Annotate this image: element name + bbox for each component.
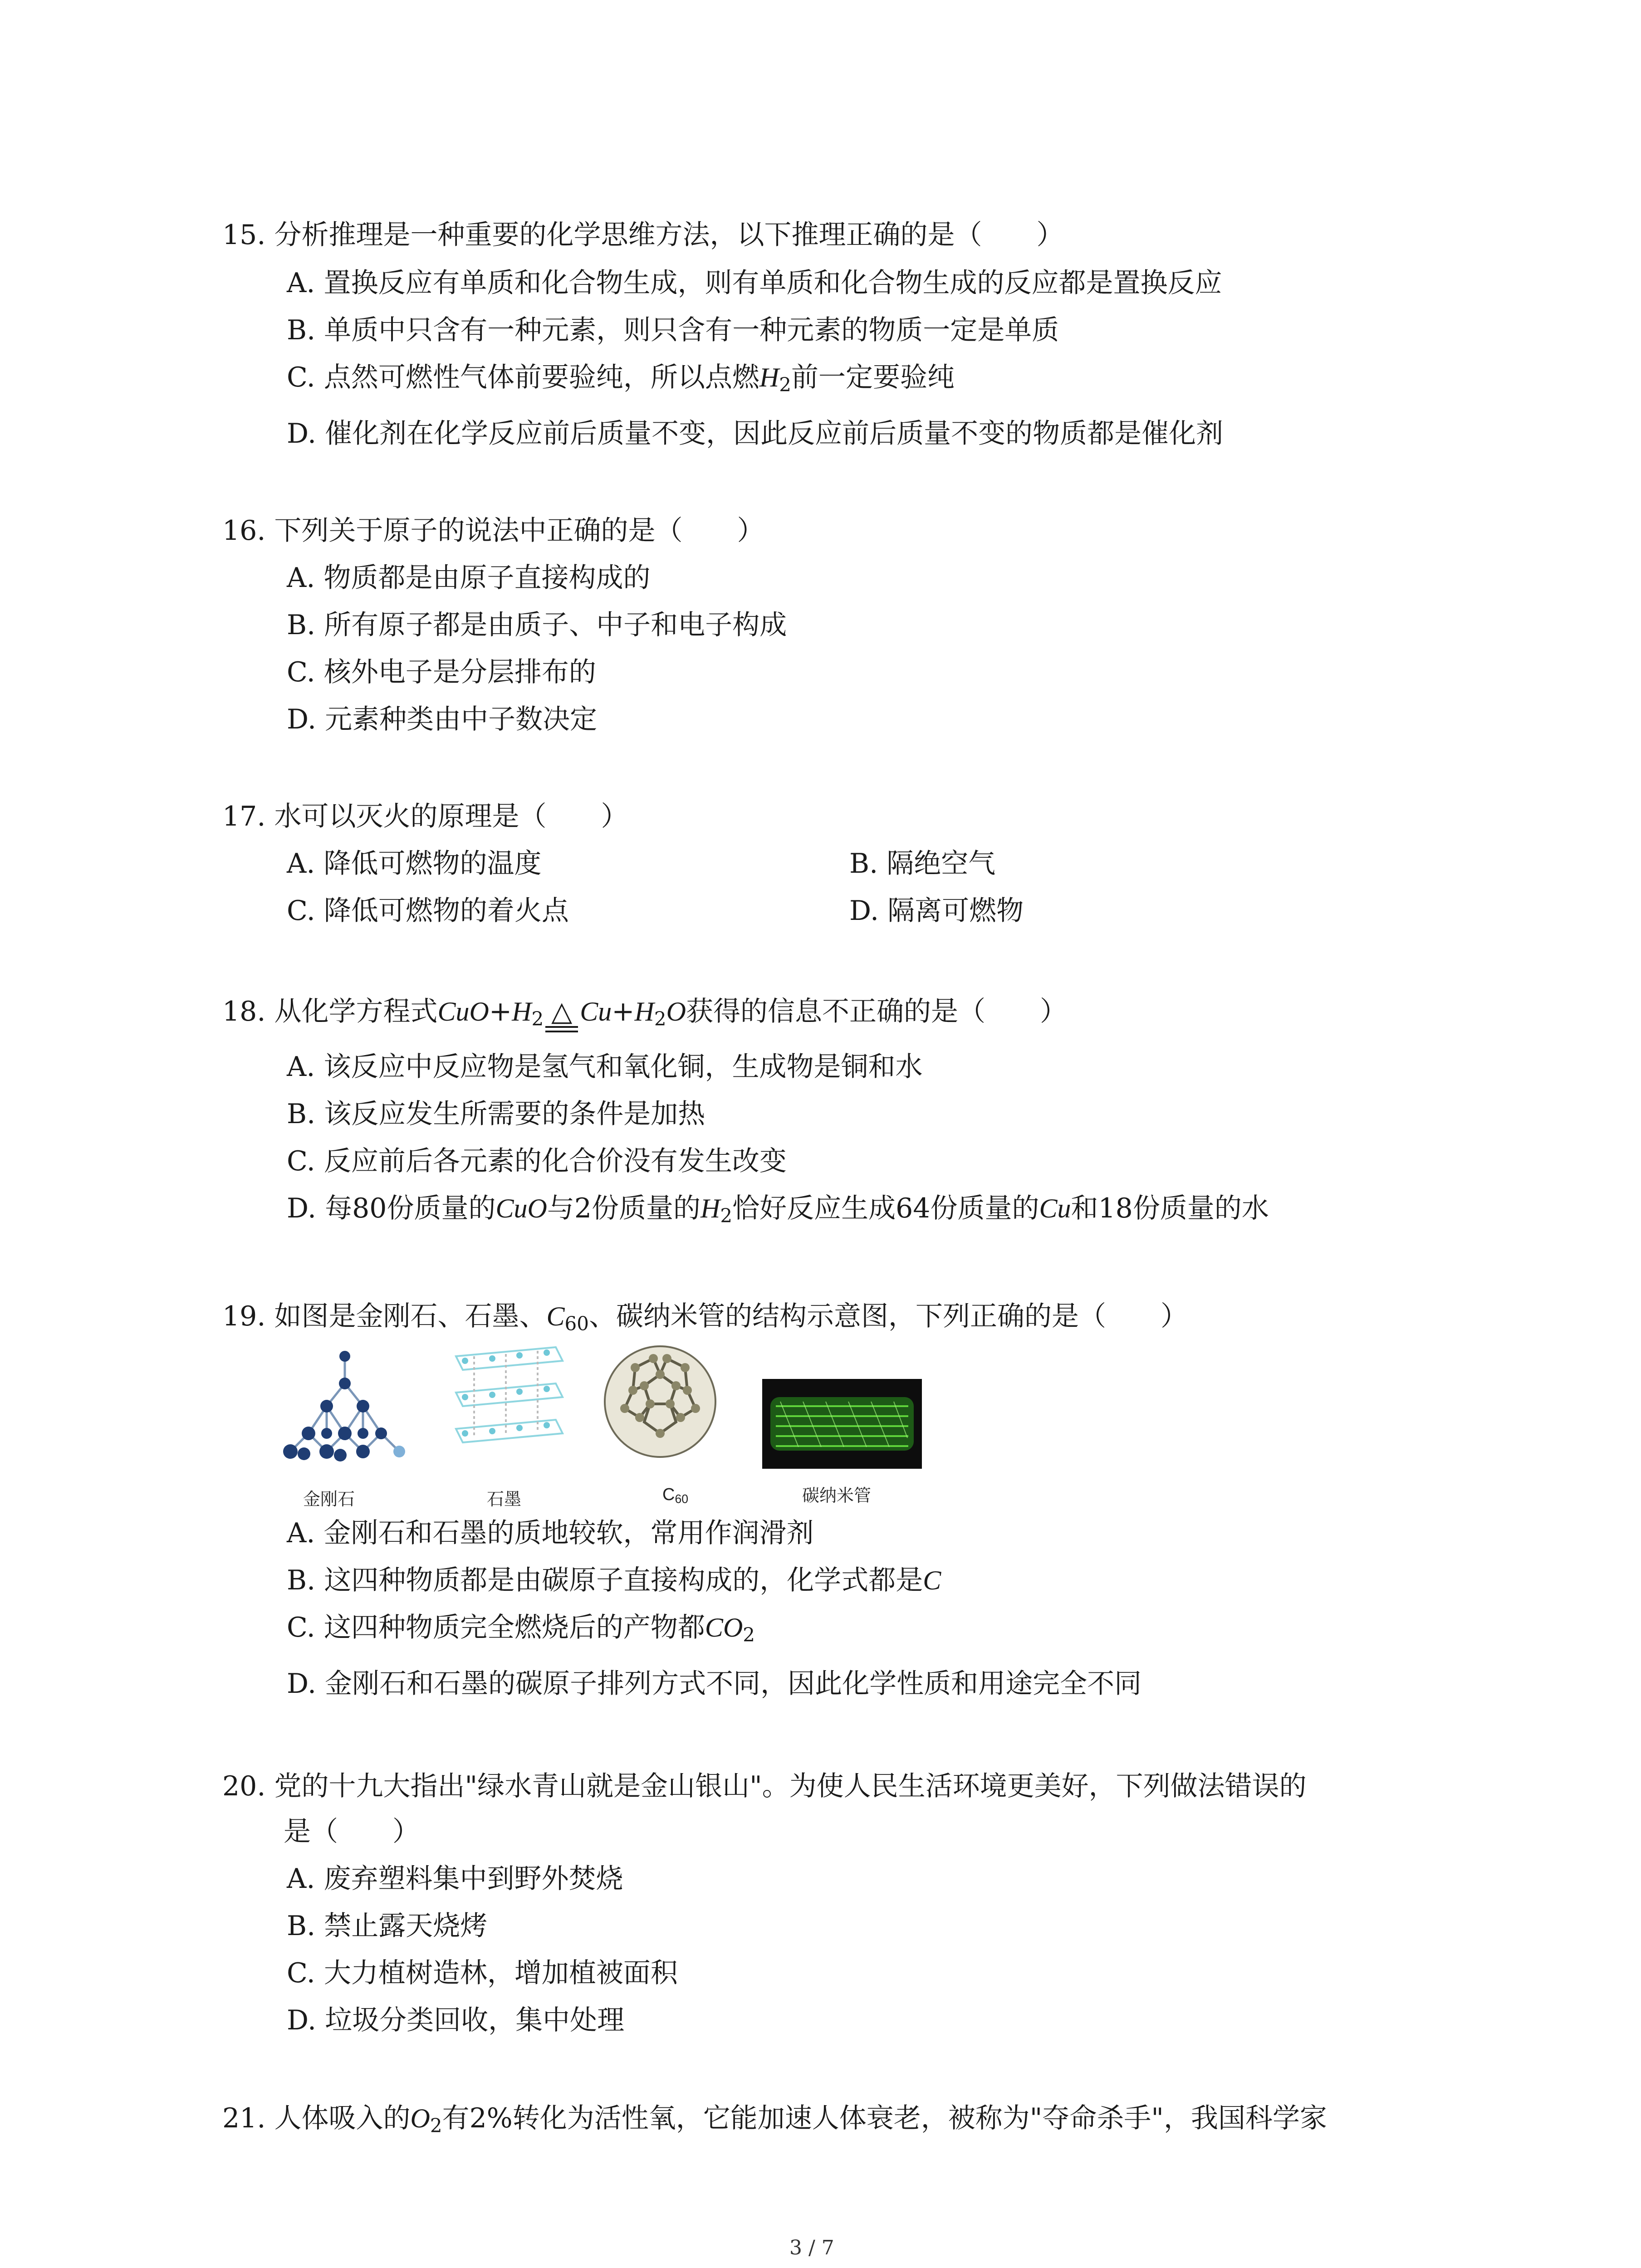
q21-stem: 21. 人体吸入的$O_2$有2%转化为活性氧，它能加速人体衰老，被称为"夺命杀手"，我国科学家 — [222, 2102, 1327, 2137]
q20-option-d: D. 垃圾分类回收，集中处理 — [287, 2004, 625, 2036]
q20-option-c: C. 大力植树造林，增加植被面积 — [287, 1957, 678, 1989]
q18-stem: 18. 从化学方程式$CuO+H_2$ △ $Cu+H_2O$获得的信息不正确的是（ ） — [222, 993, 1067, 1030]
q15-option-d: D. 催化剂在化学反应前后质量不变，因此反应前后质量不变的物质都是催化剂 — [287, 418, 1224, 450]
q15-option-a: A. 置换反应有单质和化合物生成，则有单质和化合物生成的反应都是置换反应 — [287, 267, 1222, 299]
q18-option-c: C. 反应前后各元素的化合价没有发生改变 — [287, 1145, 787, 1177]
q19-option-b: B. 这四种物质都是由碳原子直接构成的，化学式都是C — [287, 1564, 941, 1596]
q19-option-d: D. 金刚石和石墨的碳原子排列方式不同，因此化学性质和用途完全不同 — [287, 1668, 1142, 1700]
q18-option-b: B. 该反应发生所需要的条件是加热 — [287, 1098, 705, 1130]
q15-stem: 15. 分析推理是一种重要的化学思维方法，以下推理正确的是（ ） — [222, 219, 1064, 251]
q19-option-c: C. 这四种物质完全燃烧后的产物都$CO_2$ — [287, 1612, 755, 1646]
q20-option-b: B. 禁止露天烧烤 — [287, 1910, 488, 1942]
carbon-nanotube-image — [762, 1379, 922, 1469]
q18-option-d: D. 每80份质量的CuO与2份质量的$H_2$恰好反应生成64份质量的Cu和18份质量的水 — [287, 1193, 1269, 1227]
q19-stem: 19. 如图是金刚石、石墨、$C_{60}$、碳纳米管的结构示意图，下列正确的是（ ） — [222, 1300, 1188, 1335]
q16-option-c: C. 核外电子是分层排布的 — [287, 656, 596, 688]
q16-option-a: A. 物质都是由原子直接构成的 — [287, 562, 651, 594]
diamond-structure-image — [277, 1343, 413, 1465]
q16-option-d: D. 元素种类由中子数决定 — [287, 704, 598, 735]
q15-option-c: C. 点然可燃性气体前要验纯，所以点燃$H_2$前一定要验纯 — [287, 362, 955, 396]
caption-c60: $C_{60}$ — [662, 1485, 689, 1506]
q17-option-b: B. 隔绝空气 — [849, 848, 996, 880]
q18-option-a: A. 该反应中反应物是氢气和氧化铜，生成物是铜和水 — [287, 1051, 923, 1083]
q16-stem: 16. 下列关于原子的说法中正确的是（ ） — [222, 515, 764, 547]
q20-stem-line1: 20. 党的十九大指出"绿水青山就是金山银山"。为使人民生活环境更美好，下列做法错误的 — [222, 1770, 1307, 1802]
q17-stem: 17. 水可以灭火的原理是（ ） — [222, 801, 628, 832]
q16-option-b: B. 所有原子都是由质子、中子和电子构成 — [287, 609, 787, 641]
q17-option-c: C. 降低可燃物的着火点 — [287, 895, 569, 927]
caption-diamond: 金刚石 — [303, 1490, 355, 1509]
q19-option-a: A. 金刚石和石墨的质地较软，常用作润滑剂 — [287, 1517, 814, 1549]
page-number: 3 / 7 — [789, 2236, 834, 2259]
c60-structure-image — [597, 1340, 724, 1463]
caption-carbon-nanotube: 碳纳米管 — [802, 1486, 872, 1505]
q15-option-b: B. 单质中只含有一种元素，则只含有一种元素的物质一定是单质 — [287, 314, 1059, 346]
q20-option-a: A. 废弃塑料集中到野外焚烧 — [287, 1863, 623, 1895]
heating-condition-mark: △ — [544, 993, 580, 1030]
graphite-structure-image — [447, 1343, 569, 1461]
q17-option-a: A. 降低可燃物的温度 — [287, 848, 542, 880]
q17-option-d: D. 隔离可燃物 — [849, 895, 1024, 927]
q20-stem-line2: 是（ ） — [284, 1816, 420, 1848]
caption-graphite: 石墨 — [487, 1490, 522, 1509]
